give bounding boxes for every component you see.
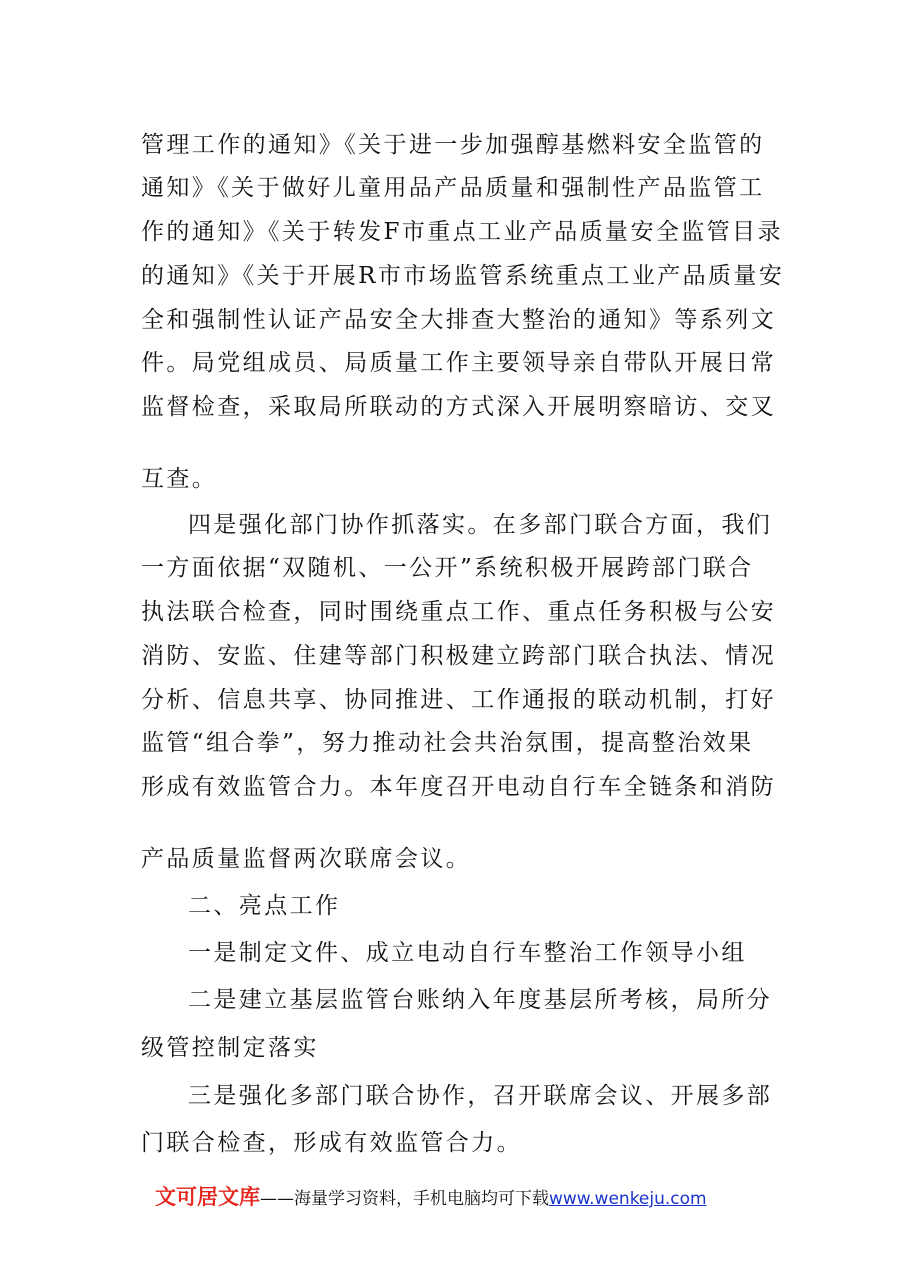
- paragraph-first-line: 一是制定文件、成立电动自行车整治工作领导小组: [188, 940, 747, 966]
- body-text-line: 全和强制性认证产品安全大排查大整治的通知》等系列文: [141, 307, 776, 333]
- body-text-line: 作的通知》《关于转发F市重点工业产品质量安全监管目录: [141, 219, 783, 245]
- body-text-line: 分析、信息共享、协同推进、工作通报的联动机制，打好: [141, 687, 776, 713]
- body-text-line: 形成有效监管合力。本年度召开电动自行车全链条和消防: [141, 774, 776, 800]
- paragraph-first-line: 二是建立基层监管台账纳入年度基层所考核，局所分: [188, 987, 773, 1013]
- body-text-line: 的通知》《关于开展R市市场监管系统重点工业产品质量安: [141, 263, 785, 289]
- paragraph-first-line: 三是强化多部门联合协作，召开联席会议、开展多部: [188, 1083, 773, 1109]
- footer-banner: [155, 1183, 707, 1211]
- body-text-line: 级管控制定落实: [141, 1035, 319, 1061]
- footer-brand: 文可居文库: [155, 1185, 260, 1209]
- body-text-line: 监督检查，采取局所联动的方式深入开展明察暗访、交叉: [141, 394, 776, 420]
- paragraph-first-line: 四是强化部门协作抓落实。在多部门联合方面，我们: [188, 512, 773, 538]
- body-text-line: 一方面依据“双随机、一公开”系统积极开展跨部门联合: [141, 555, 754, 581]
- body-text-line: 执法联合检查，同时围绕重点工作、重点任务积极与公安: [141, 599, 776, 625]
- section-heading: 二、亮点工作: [188, 893, 341, 919]
- body-text-line: 消防、安监、住建等部门积极建立跨部门联合执法、情况: [141, 643, 776, 669]
- footer-website-link[interactable]: www.wenkeju.com: [549, 1189, 707, 1209]
- body-text-line: 互查。: [141, 466, 218, 492]
- body-text-line: 产品质量监督两次联席会议。: [141, 846, 472, 872]
- body-text-line: 件。局党组成员、局质量工作主要领导亲自带队开展日常: [141, 350, 776, 376]
- body-text-line: 管理工作的通知》《关于进一步加强醇基燃料安全监管的: [141, 132, 765, 158]
- body-text-line: 监管“组合拳”，努力推动社会共治氛围，提高整治效果: [141, 730, 754, 756]
- footer-slogan: ——海量学习资料，手机电脑均可下载: [260, 1189, 549, 1209]
- body-text-line: 通知》《关于做好儿童用品产品质量和强制性产品监管工: [141, 175, 765, 201]
- body-text-line: 门联合检查，形成有效监管合力。: [141, 1130, 522, 1156]
